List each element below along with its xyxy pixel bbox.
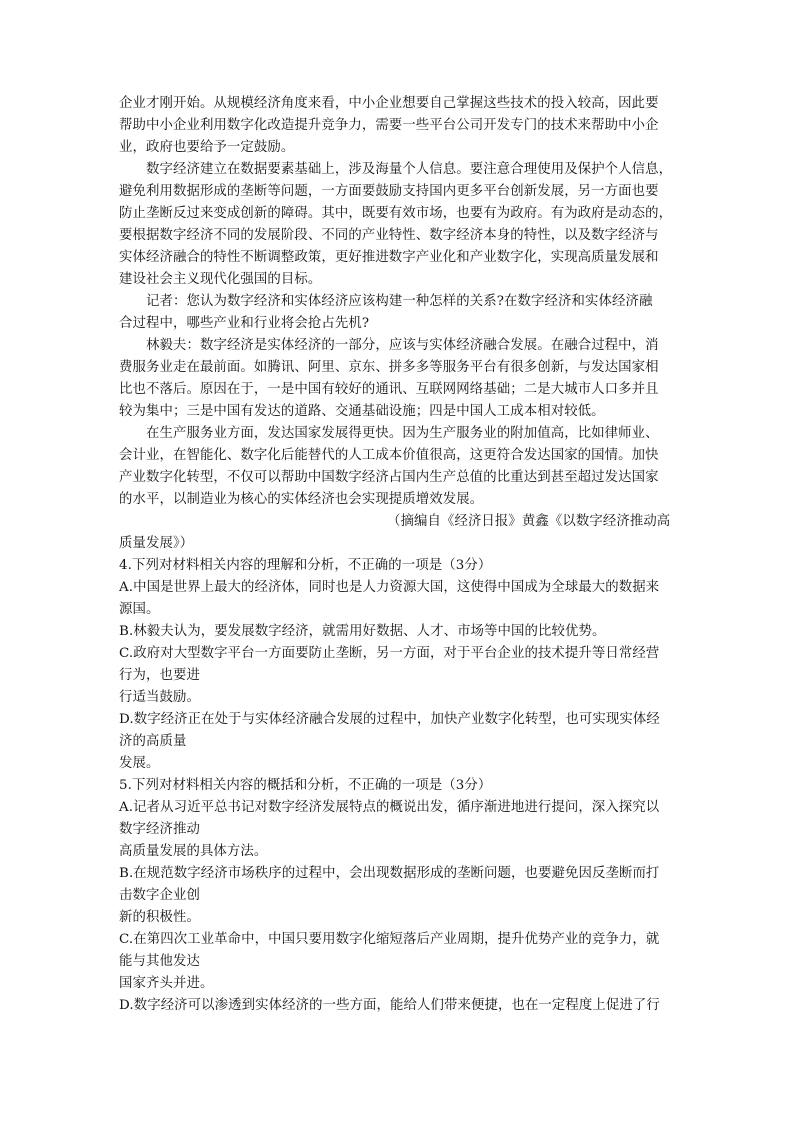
text-line: 能与其他发达 (119, 954, 200, 969)
text-line: 行适当鼓励。 (119, 690, 200, 705)
text-line: 产业数字化转型，不仅可以帮助中国数字经济占国内生产总值的比重达到甚至超过发达国家 (119, 470, 659, 485)
document-page (119, 93, 685, 1017)
text-line: B.在规范数字经济市场秩序的过程中，会出现数据形成的垄断问题，也要避免因反垄断而打 (119, 866, 660, 881)
text-line: 的水平，以制造业为核心的实体经济也会实现提质增效发展。 (119, 492, 484, 507)
text-line: 源国。 (119, 602, 160, 617)
text-line: 击数字企业创 (119, 888, 200, 903)
text-line: 林毅夫：数字经济是实体经济的一部分，应该与实体经济融合发展。在融合过程中，消 (146, 338, 659, 353)
text-line: D.数字经济可以渗透到实体经济的一些方面，能给人们带来便捷，也在一定程度上促进了行 (119, 998, 660, 1013)
text-line: 避免利用数据形成的垄断等问题，一方面要鼓励支持国内更多平台创新发展，另一方面也要 (119, 184, 659, 199)
text-line: 业，政府也要给予一定鼓励。 (119, 140, 295, 155)
text-line: 质量发展》） (119, 536, 194, 551)
text-line: 数字经济建立在数据要素基础上，涉及海量个人信息。要注意合理使用及保护个人信息， (146, 162, 673, 177)
text-line: 会计业，在智能化、数字化后能替代的人工成本价值很高，这更符合发达国家的国情。加快 (119, 448, 659, 463)
text-line: 较为集中；三是中国有发达的道路、交通基础设施；四是中国人工成本相对较低。 (119, 404, 605, 419)
text-line: 高质量发展的具体方法。 (119, 844, 268, 859)
text-line: 合过程中，哪些产业和行业将会抢占先机? (119, 316, 370, 331)
text-line: 4.下列对材料相关内容的理解和分析，不正确的一项是（3分） (119, 558, 492, 573)
text-line: B.林毅夫认为，要发展数字经济，就需用好数据、人才、市场等中国的比较优势。 (119, 624, 606, 639)
text-line: 费服务业走在最前面。如腾讯、阿里、京东、拼多多等服务平台有很多创新，与发达国家相 (119, 360, 659, 375)
text-line: 国家齐头并进。 (119, 976, 214, 991)
text-line: D.数字经济正在处于与实体经济融合发展的过程中，加快产业数字化转型，也可实现实体经 (119, 712, 660, 727)
text-line: 要根据数字经济不同的发展阶段、不同的产业特性、数字经济本身的特性，以及数字经济与 (119, 228, 659, 243)
text-line: 记者：您认为数字经济和实体经济应该构建一种怎样的关系?在数字经济和实体经济融 (146, 294, 653, 309)
text-line: C.在第四次工业革命中，中国只要用数字化缩短落后产业周期，提升优势产业的竞争力，就 (119, 932, 660, 947)
text-line: 5.下列对材料相关内容的概括和分析，不正确的一项是（3分） (119, 778, 492, 793)
text-line: 在生产服务业方面，发达国家发展得更快。因为生产服务业的附加值高，比如律师业、 (146, 426, 659, 441)
text-line: A.中国是世界上最大的经济体，同时也是人力资源大国，这使得中国成为全球最大的数据来 (119, 580, 660, 595)
text-line: 防止垄断反过来变成创新的障碍。其中，既要有效市场，也要有为政府。有为政府是动态的， (119, 206, 673, 221)
text-line: 数字经济推动 (119, 822, 200, 837)
text-line: 建设社会主义现代化强国的目标。 (119, 272, 322, 287)
text-line: 新的积极性。 (119, 910, 200, 925)
text-line: 行为，也要进 (119, 668, 200, 683)
text-line: 实体经济融合的特性不断调整政策，更好推进数字产业化和产业数字化，实现高质量发展和 (119, 250, 659, 265)
text-line: 企业才刚开始。从规模经济角度来看，中小企业想要自己掌握这些技术的投入较高，因此要 (119, 96, 659, 111)
text-line: 发展。 (119, 756, 160, 771)
source-citation-line: （摘编自《经济日报》黄鑫《以数字经济推动高 (387, 514, 671, 529)
text-line: C.政府对大型数字平台一方面要防止垄断，另一方面，对于平台企业的技术提升等日常经营 (119, 646, 660, 661)
text-line: 济的高质量 (119, 734, 187, 749)
text-line: 比也不落后。原因在于，一是中国有较好的通讯、互联网网络基础；二是大城市人口多并且 (119, 382, 659, 397)
text-line: A.记者从习近平总书记对数字经济发展特点的概说出发，循序渐进地进行提问，深入探究以 (119, 800, 660, 815)
text-line: 帮助中小企业利用数字化改造提升竞争力，需要一些平台公司开发专门的技术来帮助中小企 (119, 118, 659, 133)
